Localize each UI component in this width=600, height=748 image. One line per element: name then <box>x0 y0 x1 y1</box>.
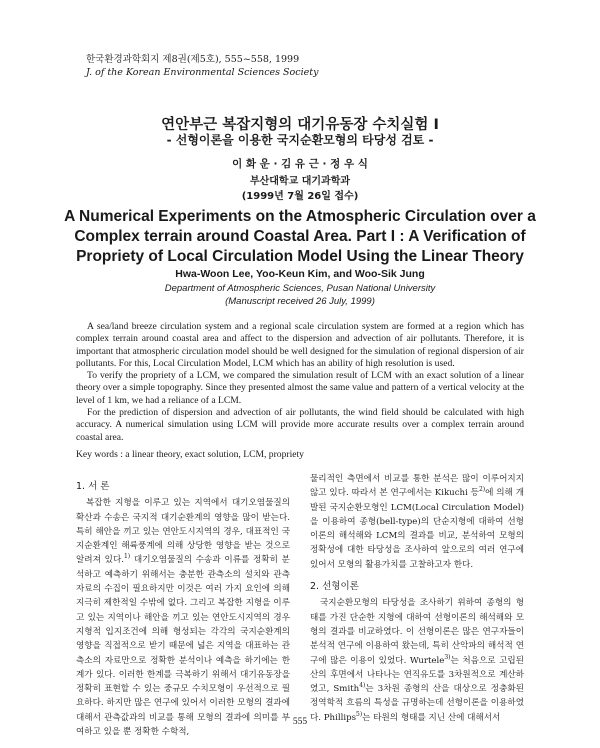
body-text: 물리적인 측면에서 비교를 통한 분석은 많이 이루어지지 않고 있다. 따라서 본 연구에서는 Kikuchi 등 <box>310 474 524 499</box>
title-korean: 연안부근 복잡지형의 대기유동장 수치실험 I <box>161 117 439 133</box>
body-text: 복잡한 지형을 이루고 있는 지역에서 대기오염물질의 확산과 수송은 국지적 대기순환계의 영향을 많이 받는다. 특히 해안을 끼고 있는 연안도시지역의 경우, 대표적인 국지순환계인 해륙풍계에 의해 상당한 영향을 받는 것으로 알려져 있다. <box>76 498 290 566</box>
body-text: 는 처음으로 고립된 산의 후면에서 나타나는 연직유도를 3차원적으로 계산하였고, Smith <box>310 655 524 695</box>
department-english: Department of Atmospheric Sciences, Pusan National University <box>164 283 436 294</box>
authors-korean: 이 화 운 · 김 유 근 · 정 우 식 <box>232 158 368 170</box>
reference-marker: 1) <box>123 553 131 561</box>
abstract-paragraph: For the prediction of dispersion and advection of air pollutants, the wind field should be calculated with high accuracy. A numerical simulation using LCM will provide more accurate results over a complex terrain around coastal area. <box>76 407 524 443</box>
reference-marker: 3) <box>444 653 451 661</box>
reference-marker: 4) <box>359 682 366 690</box>
manuscript-received-english: (Manuscript received 26 July, 1999) <box>225 296 375 307</box>
reference-marker: 2) <box>478 486 486 494</box>
body-paragraph <box>310 596 524 725</box>
section-heading-introduction: 1. 서 론 <box>76 481 110 492</box>
authors-english: Hwa-Woon Lee, Yoo-Keun Kim, and Woo-Sik Jung <box>175 268 425 280</box>
abstract-paragraph: A sea/land breeze circulation system and a regional scale circulation system are formed at a region which has complex terrain around coastal area and affect to the dispersion and advection of air pollutants. Therefore, it is important that atmospheric circulation model should be well designed for the simulation of regional dispersion of air pollutants. For this, Local Circulation Model, LCM which has an ability of high resolution is used. <box>76 321 524 369</box>
received-date-korean: (1999년 7월 26일 접수) <box>241 191 359 202</box>
body-text: 는 3차원 종형의 산을 대상으로 정충화된 정역학적 흐름의 특성을 규명하는데 선형이론을 이용하였다. Phillips <box>310 684 525 723</box>
journal-header <box>86 53 318 79</box>
keywords: Key words : a linear theory, exact solution, LCM, propriety <box>76 449 304 460</box>
journal-citation-korean: 한국환경과학회지 제8권(제5호), 555~558, 1999 <box>86 54 300 65</box>
subtitle-korean: - 선형이론을 이용한 국지순환모형의 타당성 검토 - <box>166 133 434 147</box>
body-text: 에 의해 개발된 국지순환모형인 LCM(Local Circulation Model)을 이용하여 종형(bell-type)의 단순지형에 대하여 선형이론의 해석해와 LCM의 결과를 비교, 분석하여 모형의 정확성에 대한 타당성을 조사하여 앞으로의 여러 연구에 있어서 모형의 활용가치를 고찰하고자 한다. <box>310 488 524 570</box>
abstract-paragraph: To verify the propriety of a LCM, we compared the simulation result of LCM with an exact solution of a linear theory over a simple topography. Since they presented almost the same value and pattern of a vertical velocity at the level of 1 km, we had a reliance of a LCM. <box>76 370 524 406</box>
section-heading-linear-theory: 2. 선형이론 <box>310 581 359 593</box>
body-paragraph <box>310 472 524 572</box>
title-english: A Numerical Experiments on the Atmospheric Circulation over a Complex terrain around Coastal Area. Part I : A Verification of Propriety of Local Circulation Model Using the Linear Theory <box>64 208 536 265</box>
body-paragraph <box>76 496 290 739</box>
page-number: 555 <box>292 717 308 727</box>
body-text: 는 타원의 형태를 지닌 산에 대해서서 <box>362 712 501 723</box>
body-text: 대기오염물질의 수송과 이류를 정확히 분석하고 예측하기 위해서는 충분한 관측소의 설치와 관측자료의 수집이 필요하지만 이것은 여러 가지 요인에 의해 지극히 제한적일 수밖에 없다. 그리고 복잡한 지형을 이루고 있는 지역이나 해안을 끼고 있는 연안도시지역의 경우 지형적 입지조건에 의해 형성되는 각각의 국지순환계의 영향을 직접적으로 받기 때문에 넓은 지역을 대표하는 관측소의 자료만으로 정확한 분석이나 예측을 하기에는 한계가 있다. 이러한 한계를 극복하기 위해서 대기유동장을 정확히 표현할 수 있는 중규모 수치모형이 우선적으로 필요하다. 하지만 많은 연구에 있어서 이러한 모형의 결과에 대해서 관측값과의 비교를 통해 모형의 결과에 의미를 부여하고 있을 뿐 정확한 수학적, <box>76 555 290 738</box>
body-text: 국지순환모형의 타당성을 조사하기 위하여 종형의 형태를 가진 단순한 지형에 대하여 선형이론의 해석해와 모형의 결과를 비교하였다. 이 선형이론은 많은 연구자들이 분석적 연구에 이용하여 왔는데, 특히 산악파의 해석적 연구에 많은 이용이 있었다. Wurtele <box>310 598 524 666</box>
reference-marker: 5) <box>356 710 363 718</box>
abstract <box>76 321 524 444</box>
affiliation-korean: 부산대학교 대기과학과 <box>249 176 351 187</box>
journal-name-english: J. of the Korean Environmental Sciences Society <box>86 67 319 78</box>
body-column-right <box>310 472 524 725</box>
body-column-left <box>76 480 290 739</box>
